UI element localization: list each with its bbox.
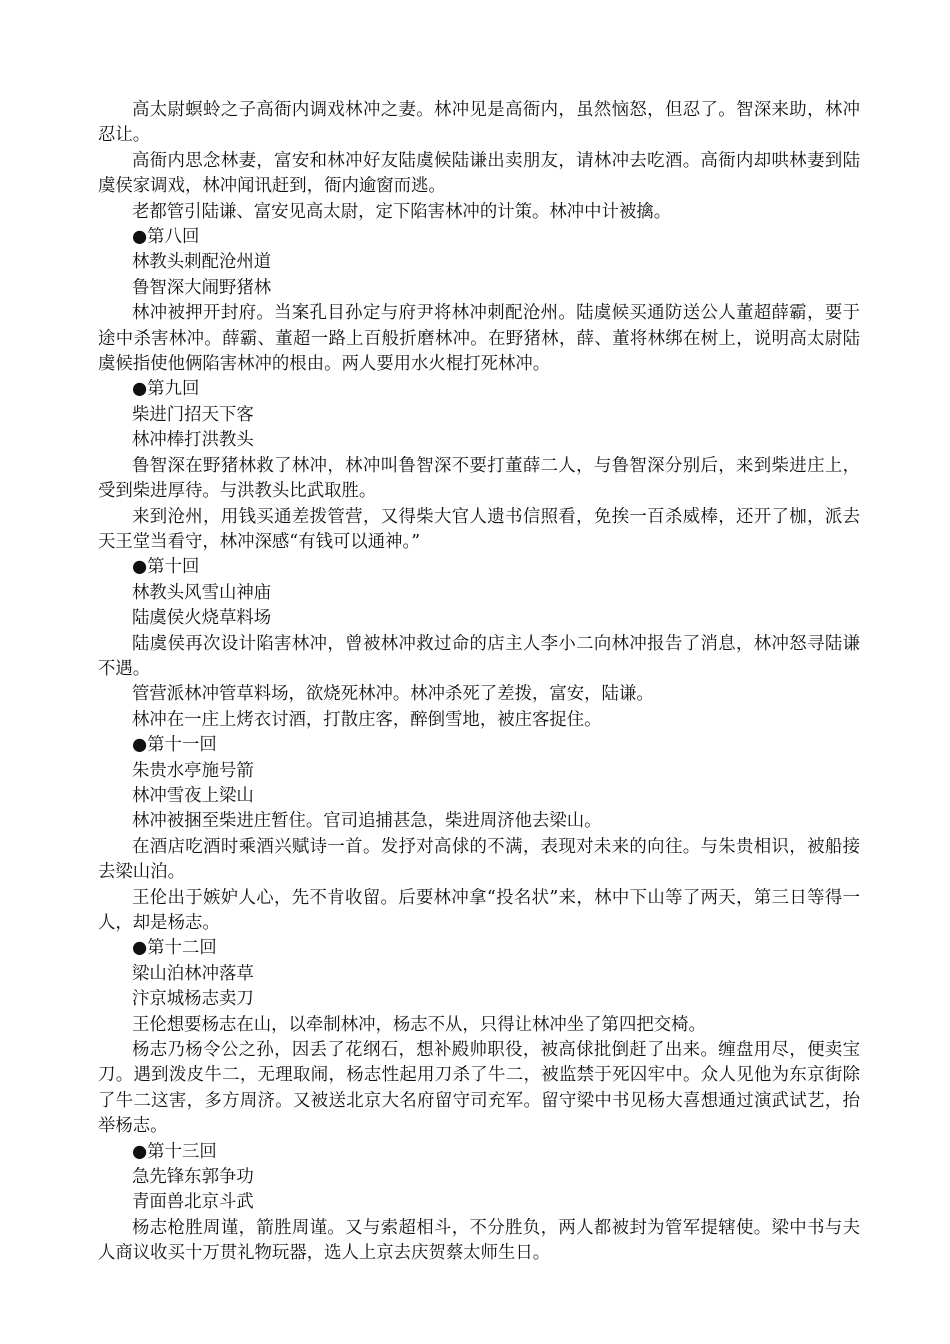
chapter-heading: ●第十二回: [132, 938, 217, 959]
paragraph: 老都管引陆谦、富安见高太尉，定下陷害林冲的计策。林冲中计被擒。: [132, 201, 672, 222]
paragraph: 陆虞侯再次设计陷害林冲，曾被林冲救过命的店主人李小二向林冲报告了消息，林冲怒寻陆谦不遇。: [98, 633, 860, 679]
paragraph: 在酒店吃酒时乘酒兴赋诗一首。发抒对高俅的不满，表现对未来的向往。与朱贵相识，被船接去梁山泊。: [98, 836, 860, 883]
chapter-title-line: 朱贵水亭施号箭: [132, 760, 254, 781]
paragraph: 杨志乃杨令公之孙，因丢了花纲石，想补殿帅职役，被高俅批倒赶了出来。缠盘用尽，便卖宝刀。遇到泼皮牛二，无理取闹，杨志性起用刀杀了牛二，被监禁于死囚牢中。众人见他为东京街除了牛二这害，多方周济。又被送北京大名府留守司充军。留守梁中书见杨大喜想通过演武试艺，抬举杨志。: [98, 1040, 860, 1137]
chapter-title-line: 林冲棒打洪教头: [132, 430, 254, 451]
chapter-title-line: 陆虞侯火烧草料场: [132, 608, 272, 629]
chapter-title-line: 林教头刺配沧州道: [132, 252, 272, 273]
chapter-title-line: 林冲雪夜上梁山: [132, 785, 254, 806]
paragraph: 杨志枪胜周谨，箭胜周谨。又与索超相斗，不分胜负，两人都被封为管军提辖使。梁中书与夫人商议收买十万贯礼物玩器，选人上京去庆贺蔡太师生日。: [98, 1217, 860, 1264]
paragraph: 林冲被押开封府。当案孔目孙定与府尹将林冲刺配沧州。陆虞候买通防送公人董超薛霸，要于途中杀害林冲。薛霸、董超一路上百般折磨林冲。在野猪林，薛、董将林绑在树上，说明高太尉陆虞候指使他俩陷害林冲的根由。两人要用水火棍打死林冲。: [98, 303, 860, 375]
paragraph: 王伦想要杨志在山，以牵制林冲，杨志不从，只得让林冲坐了第四把交椅。: [132, 1014, 706, 1035]
chapter-title-line: 鲁智深大闹野猪林: [132, 277, 272, 298]
chapter-heading: ●第十一回: [132, 735, 217, 756]
chapter-heading: ●第九回: [132, 379, 200, 400]
chapter-heading: ●第十回: [132, 557, 200, 578]
paragraph: 高太尉螟蛉之子高衙内调戏林冲之妻。林冲见是高衙内，虽然恼怒，但忍了。智深来助，林冲忍让。: [98, 100, 860, 146]
paragraph: 来到沧州，用钱买通差拨管营，又得柴大官人遗书信照看，免挨一百杀威棒，还开了枷，派去天王堂当看守，林冲深感“有钱可以通神。”: [98, 506, 860, 552]
chapter-heading: ●第十三回: [132, 1141, 217, 1162]
paragraph: 管营派林冲管草料场，欲烧死林冲。林冲杀死了差拨，富安，陆谦。: [132, 684, 654, 705]
chapter-title-line: 柴进门招天下客: [132, 404, 254, 425]
chapter-title-line: 青面兽北京斗武: [132, 1192, 254, 1213]
chapter-title-line: 梁山泊林冲落草: [132, 963, 254, 984]
chapter-heading: ●第八回: [132, 227, 200, 248]
document-body: [98, 98, 860, 1267]
chapter-title-line: 急先锋东郭争功: [132, 1167, 254, 1188]
chapter-title-line: 林教头风雪山神庙: [132, 582, 272, 603]
paragraph: 王伦出于嫉妒人心，先不肯收留。后要林冲拿“投名状”来，林中下山等了两天，第三日等得一人，却是杨志。: [98, 887, 860, 933]
paragraph: 林冲在一庄上烤衣讨酒，打散庄客，醉倒雪地，被庄客捉住。: [132, 709, 602, 730]
paragraph: 鲁智深在野猪林救了林冲，林冲叫鲁智深不要打董薛二人，与鲁智深分别后，来到柴进庄上，受到柴进厚待。与洪教头比武取胜。: [98, 455, 860, 502]
paragraph: 林冲被捆至柴进庄暂住。官司追捕甚急，柴进周济他去梁山。: [132, 811, 602, 832]
chapter-title-line: 汴京城杨志卖刀: [132, 989, 254, 1010]
paragraph: 高衙内思念林妻，富安和林冲好友陆虞候陆谦出卖朋友，请林冲去吃酒。高衙内却哄林妻到陆虞侯家调戏，林冲闻讯赶到，衙内逾窗而逃。: [98, 150, 860, 197]
